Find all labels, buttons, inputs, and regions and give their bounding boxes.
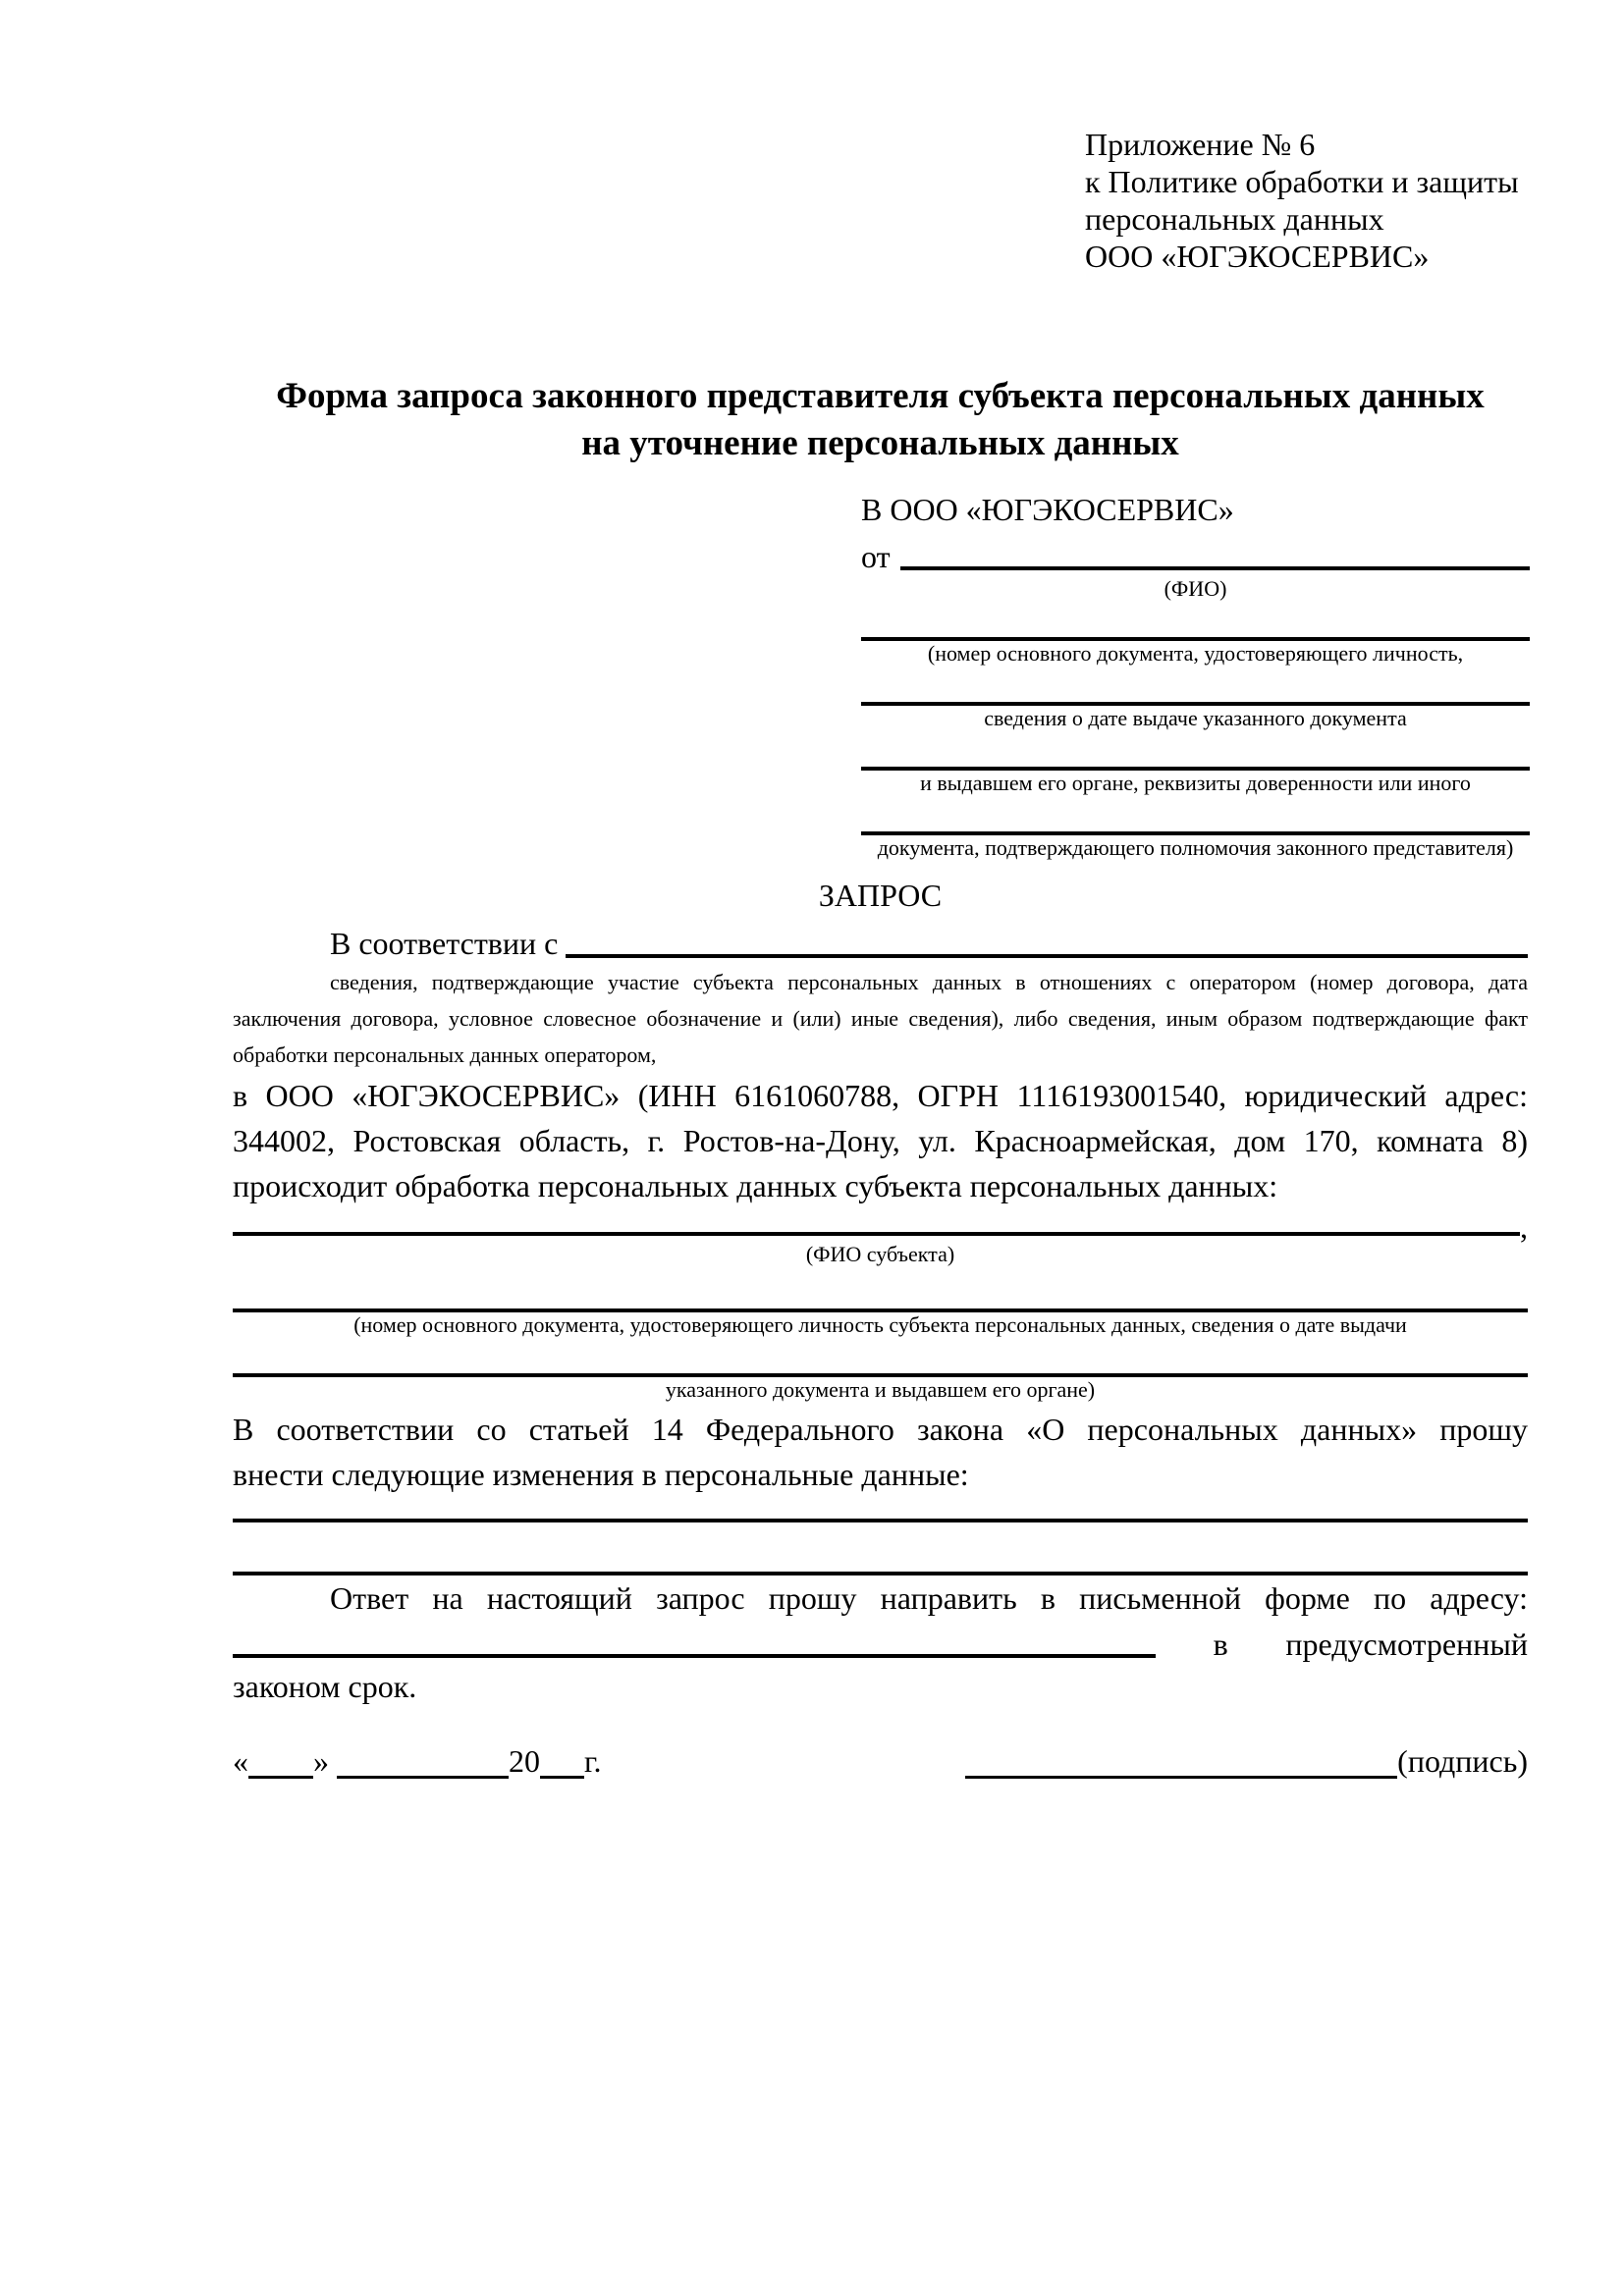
- header-line-company: ООО «ЮГЭКОСЕРВИС»: [1085, 239, 1430, 274]
- subject-doc-issuer-blank-line[interactable]: [233, 1342, 1528, 1377]
- subject-fio-blank-line[interactable]: [233, 1208, 1520, 1236]
- doc-number-blank-line[interactable]: [861, 604, 1530, 641]
- open-quote: «: [233, 1743, 248, 1779]
- operator-line-3: происходит обработка персональных данных субъекта персональных данных:: [233, 1168, 1278, 1203]
- caption-issuing-authority: и выдавшем его органе, реквизиты доверенности или иного: [920, 771, 1471, 795]
- header-line-appendix-number: Приложение № 6: [1085, 127, 1316, 162]
- caption-issue-date: сведения о дате выдаче указанного документа: [984, 706, 1407, 730]
- year-prefix: 20: [509, 1743, 540, 1779]
- caption-subject-doc: (номер основного документа, удостоверяющего личность субъекта персональных данных, сведения о дате выдачи: [353, 1312, 1407, 1337]
- request-heading: ЗАПРОС: [818, 878, 943, 913]
- operator-paragraph: [233, 1073, 1528, 1208]
- addressee-from-row: [861, 533, 1530, 576]
- header-line-policy: к Политике обработки и защиты: [1085, 164, 1519, 199]
- day-blank-line[interactable]: [248, 1745, 313, 1779]
- caption-subject-doc-issuer: указанного документа и выдавшем его органе): [665, 1377, 1096, 1402]
- header-line-personal-data: персональных данных: [1085, 201, 1384, 237]
- operator-line-2: 344002, Ростовская область, г. Ростов-на-Дону, ул. Красноармейская, дом 170, комната 8): [233, 1123, 1528, 1158]
- note-line-1: сведения, подтверждающие участие субъекта персональных данных в отношениях с оператором (номер договора, дата: [330, 970, 1528, 994]
- note-line-3: обработки персональных данных оператором,: [233, 1042, 657, 1067]
- representative-fio-blank-line[interactable]: [900, 533, 1530, 570]
- reply-end: законом срок.: [233, 1669, 417, 1704]
- date-signature-row: [233, 1738, 1528, 1784]
- addressee-to: В ООО «ЮГЭКОСЕРВИС»: [861, 492, 1234, 527]
- caption-doc-number: (номер основного документа, удостоверяющего личность,: [927, 641, 1464, 666]
- addressee-block: [861, 487, 1530, 863]
- title-line-2: на уточнение персональных данных: [581, 423, 1179, 463]
- date-line: [233, 1738, 602, 1784]
- reply-word-v: в: [1213, 1627, 1228, 1662]
- signature-blank-line[interactable]: [965, 1745, 1397, 1779]
- confirming-doc-blank-line[interactable]: [861, 798, 1530, 835]
- law-line-1: В соответствии со статьей 14 Федерального закона «О персональных данных» прошу: [233, 1412, 1528, 1447]
- year-blank-line[interactable]: [540, 1745, 584, 1779]
- month-blank-line[interactable]: [337, 1745, 509, 1779]
- subject-fio-comma: ,: [1520, 1209, 1528, 1245]
- from-label: от: [861, 539, 891, 574]
- reply-sentence: Ответ на настоящий запрос прошу направить в письменной форме по адресу:: [330, 1580, 1528, 1616]
- year-suffix: г.: [584, 1743, 602, 1779]
- caption-fio: (ФИО): [1164, 576, 1227, 601]
- reply-address-row: [233, 1621, 1528, 1664]
- title-line-1: Форма запроса законного представителя субъекта персональных данных: [276, 376, 1485, 416]
- close-quote: »: [313, 1743, 329, 1779]
- signature-caption: (подпись): [1397, 1743, 1528, 1779]
- operator-line-1: в ООО «ЮГЭКОСЕРВИС» (ИНН 6161060788, ОГРН 1116193001540, юридический адрес:: [233, 1078, 1528, 1113]
- caption-confirming-doc: документа, подтверждающего полномочия законного представителя): [877, 835, 1514, 860]
- subject-fio-row: [233, 1208, 1528, 1245]
- document-title: [233, 373, 1528, 467]
- basis-note-paragraph: [233, 964, 1528, 1073]
- basis-blank-line[interactable]: [566, 919, 1528, 958]
- signature-block: [965, 1738, 1528, 1784]
- basis-row: [233, 919, 1528, 964]
- reply-word-predusmotrenny: предусмотренный: [1285, 1627, 1528, 1662]
- changes-blank-line-1[interactable]: [233, 1497, 1528, 1522]
- issuing-authority-blank-line[interactable]: [861, 733, 1530, 771]
- issue-date-blank-line[interactable]: [861, 668, 1530, 706]
- subject-doc-blank-line[interactable]: [233, 1271, 1528, 1312]
- law-paragraph: [233, 1407, 1528, 1497]
- law-line-2: внести следующие изменения в персональные данные:: [233, 1457, 969, 1492]
- basis-label: В соответствии с: [330, 926, 559, 961]
- note-line-2: заключения договора, условное словесное обозначение и (или) иные сведения), либо сведения, иным образом подтверждающие факт: [233, 1006, 1528, 1031]
- appendix-header: [1085, 126, 1528, 275]
- reply-address-blank-line[interactable]: [233, 1621, 1156, 1658]
- caption-subject-fio: (ФИО субъекта): [805, 1242, 955, 1266]
- changes-blank-line-2[interactable]: [233, 1522, 1528, 1575]
